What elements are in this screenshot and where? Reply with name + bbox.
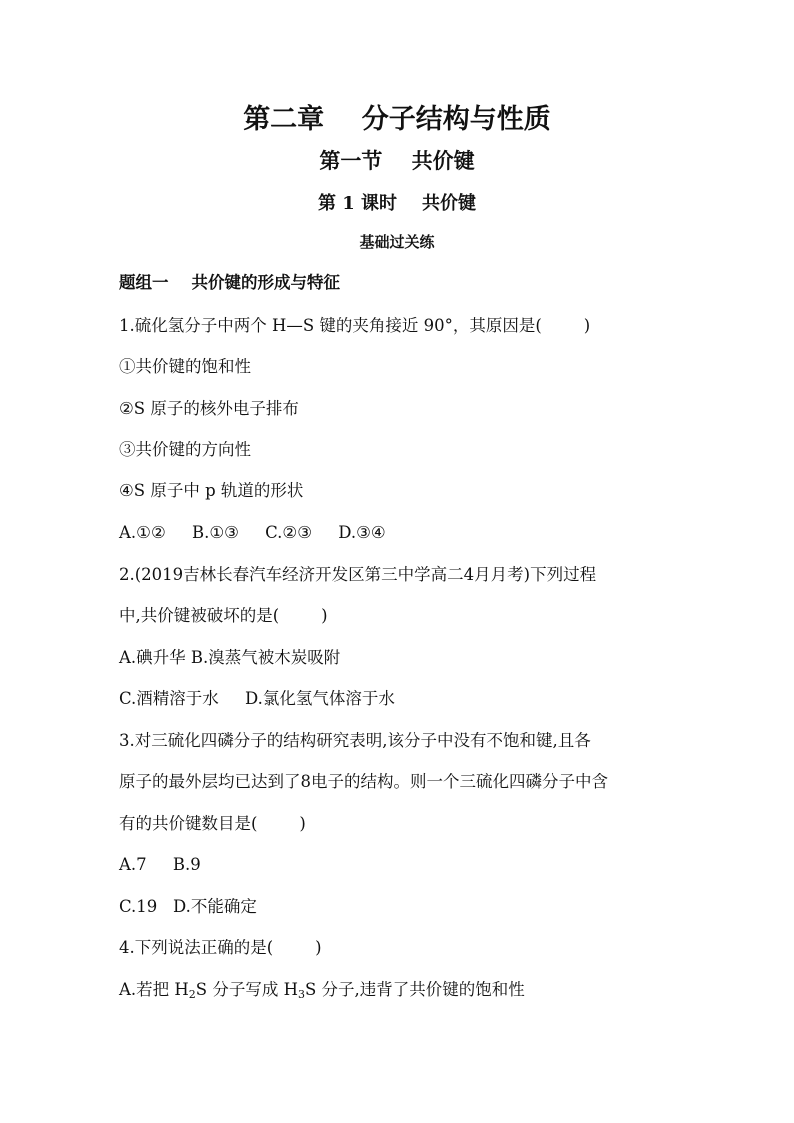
option-a-text-pre: A.若把 H (119, 980, 189, 999)
question-2-stem-line-2: 中,共价键被破坏的是( ) (119, 606, 328, 625)
question-1-option-1: ①共价键的饱和性 (119, 357, 251, 376)
question-3-stem-line-1: 3.对三硫化四磷分子的结构研究表明,该分子中没有不饱和键,且各 (119, 731, 591, 750)
question-1-option-3: ③共价键的方向性 (119, 440, 251, 459)
question-1-stem: 1.硫化氢分子中两个 H—S 键的夹角接近 90°，其原因是( ) (119, 316, 591, 335)
group-heading: 题组一 共价键的形成与特征 (119, 273, 340, 292)
option-a-text-post: S 分子,违背了共价键的饱和性 (304, 980, 525, 999)
subscript-2: 2 (188, 988, 196, 1001)
chapter-title: 第二章 分子结构与性质 (243, 104, 551, 135)
practice-title: 基础过关练 (359, 233, 435, 251)
question-2-choices-cd: C.酒精溶于水 D.氯化氢气体溶于水 (119, 689, 395, 708)
section-title: 第一节 共价键 (319, 148, 475, 173)
question-1-option-2: ②S 原子的核外电子排布 (119, 399, 299, 418)
question-3-stem-line-3: 有的共价键数目是( ) (119, 814, 306, 833)
question-4-stem: 4.下列说法正确的是( ) (119, 938, 322, 957)
question-4-option-a (119, 978, 525, 1002)
question-3-choices-cd: C.19 D.不能确定 (119, 897, 257, 916)
lesson-title: 第 1 课时 共价键 (317, 193, 477, 214)
question-2-stem-line-1: 2.(2019吉林长春汽车经济开发区第三中学高二4月月考)下列过程 (119, 565, 597, 584)
question-1-choices: A.①② B.①③ C.②③ D.③④ (119, 523, 386, 542)
question-3-choices-ab: A.7 B.9 (119, 855, 201, 874)
question-1-option-4: ④S 原子中 p 轨道的形状 (119, 481, 304, 500)
option-a-text-mid: S 分子写成 H (195, 980, 298, 999)
question-3-stem-line-2: 原子的最外层均已达到了8电子的结构。则一个三硫化四磷分子中含 (119, 772, 608, 791)
question-2-choices-ab: A.碘升华 B.溴蒸气被木炭吸附 (119, 648, 341, 667)
subscript-3: 3 (297, 988, 305, 1001)
